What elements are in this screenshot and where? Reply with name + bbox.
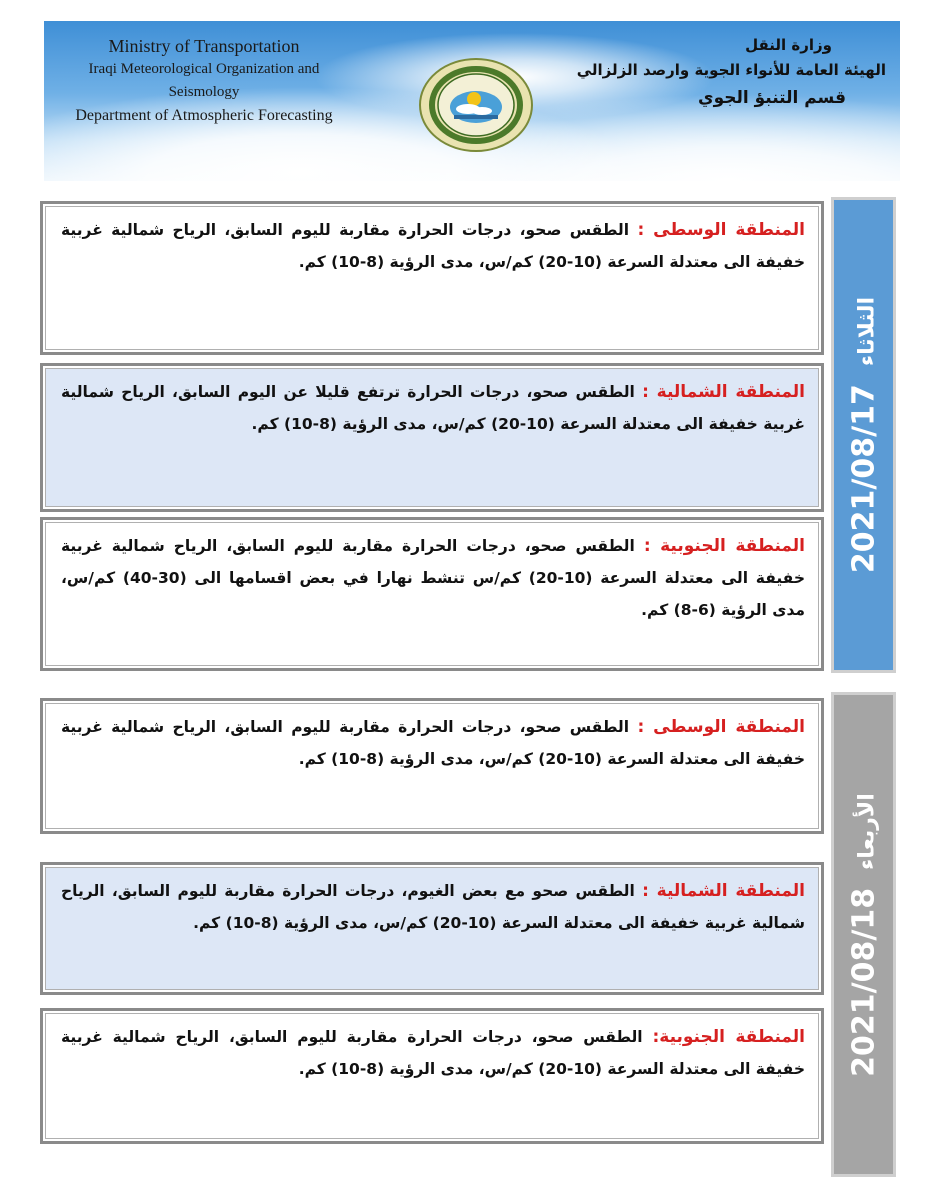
day-sidebar: [831, 692, 896, 1177]
region-label: المنطقة الجنوبية:: [652, 1027, 805, 1047]
day-label: [846, 297, 881, 573]
header-banner: [44, 21, 900, 181]
forecast-body: الطقس صحو، درجات الحرارة مقاربة لليوم السابق، الرياح شمالية غربية خفيفة الى معتدلة السرعة (10-20) كم/س، مدى الرؤية (8-10) كم.: [61, 221, 805, 271]
department-name-ar: قسم التنبؤ الجوي: [698, 88, 846, 108]
forecast-text: [61, 214, 805, 278]
forecast-panel-southern: [40, 517, 824, 671]
forecast-panel-northern: [40, 363, 824, 512]
forecast-text: [61, 711, 805, 775]
organization-logo-icon: [418, 57, 534, 153]
forecast-body: الطقس صحو مع بعض الغيوم، درجات الحرارة مقاربة لليوم السابق، الرياح شمالية غربية خفيفة الى معتدلة السرعة (10-20) كم/س، مدى الرؤية (8-10) كم.: [61, 882, 805, 932]
forecast-panel-central: [40, 698, 824, 834]
forecast-panel-northern: [40, 862, 824, 995]
ministry-name-ar: وزارة النقل: [745, 36, 832, 54]
day-sidebar: [831, 197, 896, 673]
region-label: المنطقة الشمالية :: [642, 382, 805, 402]
arabic-header: [577, 33, 886, 113]
forecast-weekday: الأربعاء: [854, 792, 879, 870]
forecast-text: [61, 875, 805, 939]
organization-name-en: Iraqi Meteorological Organization and Seismology: [88, 61, 320, 100]
forecast-text: [61, 376, 805, 440]
forecast-weekday: الثلاثاء: [854, 296, 879, 367]
department-name-en: Department of Atmospheric Forecasting: [75, 107, 333, 124]
day-label: [846, 793, 881, 1077]
forecast-text: [61, 1021, 805, 1085]
forecast-body: الطقس صحو، درجات الحرارة مقاربة لليوم السابق، الرياح شمالية غربية خفيفة الى معتدلة السرعة (10-20) كم/س، مدى الرؤية (8-10) كم.: [61, 718, 805, 768]
region-label: المنطقة الوسطى :: [637, 220, 805, 240]
region-label: المنطقة الوسطى :: [637, 717, 805, 737]
organization-name-ar: الهيئة العامة للأنواء الجوية وارصد الزلزالي: [576, 61, 886, 79]
english-header: [54, 35, 354, 127]
region-label: المنطقة الشمالية :: [642, 881, 805, 901]
forecast-panel-central: [40, 201, 824, 355]
forecast-panel-southern: [40, 1008, 824, 1144]
region-label: المنطقة الجنوبية :: [643, 536, 805, 556]
forecast-body: الطقس صحو، درجات الحرارة مقاربة لليوم السابق، الرياح شمالية غربية خفيفة الى معتدلة السرعة (10-20) كم/س تنشط نهارا في بعض اقسامها الى (30-40) كم/س، مدى الرؤية (6-8) كم.: [61, 537, 806, 619]
forecast-date: 2021/08/18: [846, 887, 881, 1077]
forecast-text: [61, 530, 805, 626]
ministry-name-en: Ministry of Transportation: [108, 36, 300, 56]
forecast-body: الطقس صحو، درجات الحرارة ترتفع قليلا عن اليوم السابق، الرياح شمالية غربية خفيفة الى معتدلة السرعة (10-20) كم/س، مدى الرؤية (8-10) كم.: [61, 383, 805, 433]
forecast-date: 2021/08/17: [846, 384, 881, 574]
forecast-body: الطقس صحو، درجات الحرارة مقاربة لليوم السابق، الرياح شمالية غربية خفيفة الى معتدلة السرعة (10-20) كم/س، مدى الرؤية (8-10) كم.: [61, 1028, 805, 1078]
